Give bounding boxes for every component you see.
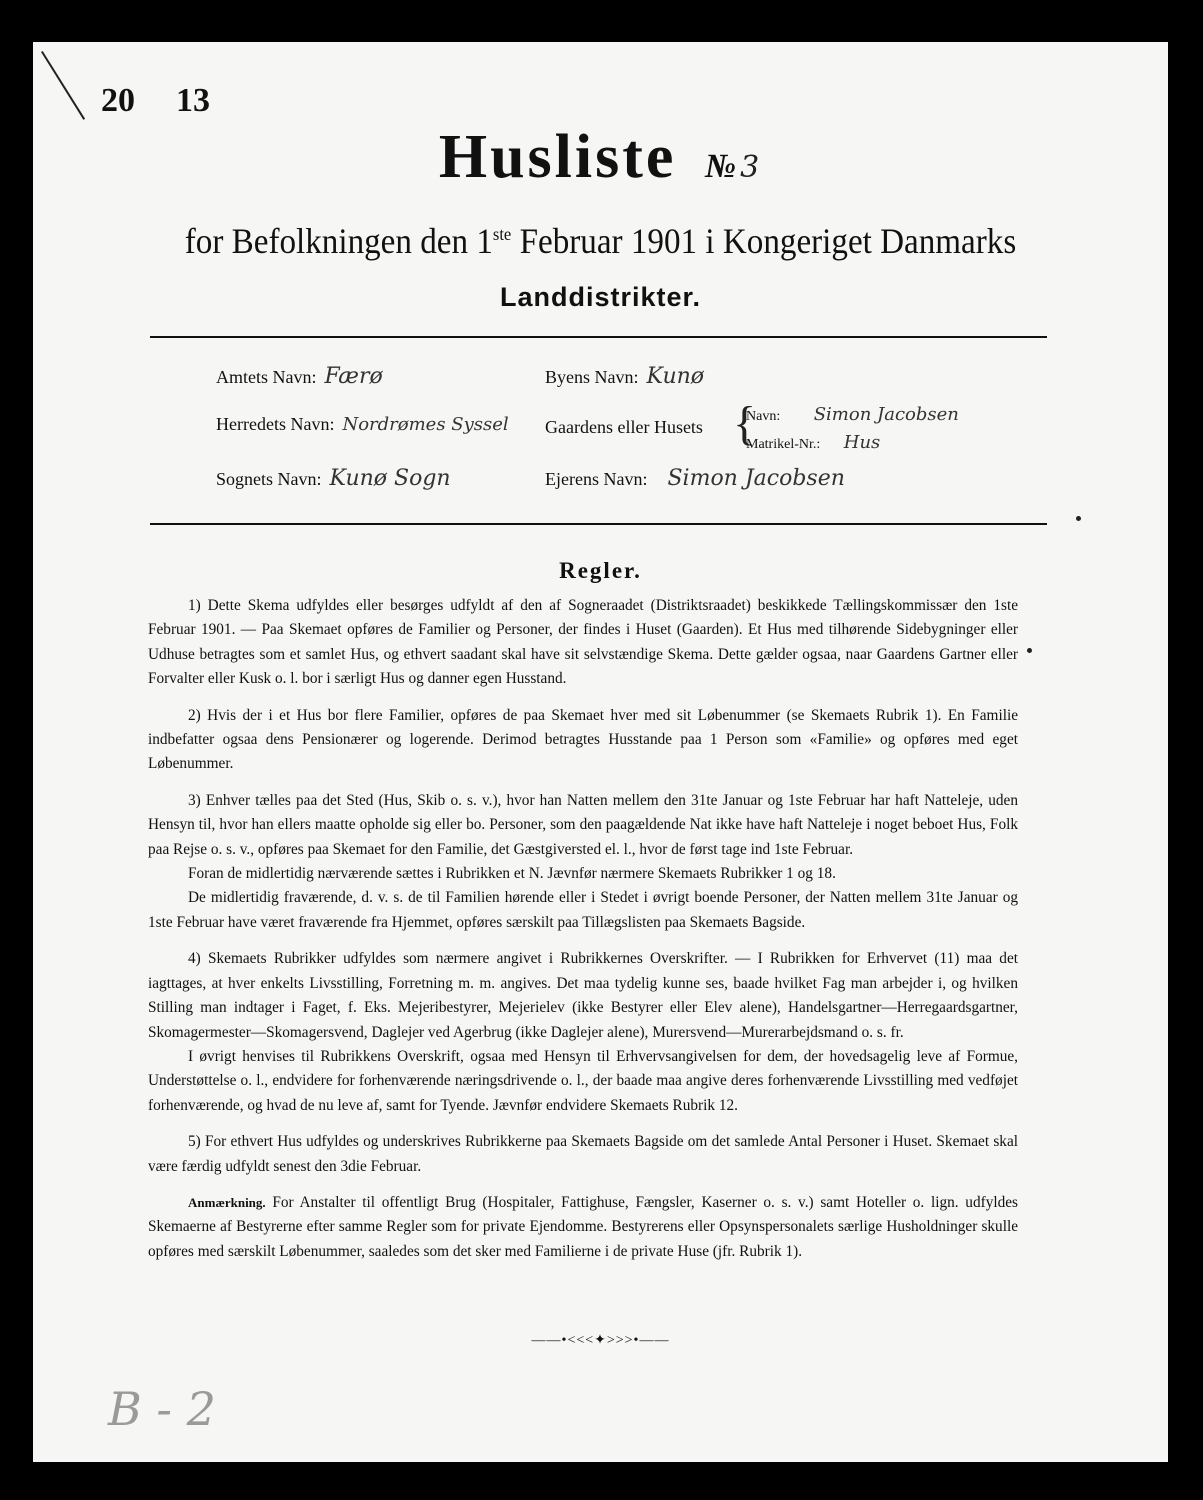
amt-label: Amtets Navn: [216,367,317,387]
ejer-label: Ejerens Navn: [545,469,648,489]
herred-field [216,414,509,435]
title-text: Husliste [438,123,677,191]
matrikel-field [746,432,880,453]
speck [1027,648,1032,653]
matrikel-label: Matrikel-Nr.: [746,437,821,452]
rules-heading: Regler. [559,558,642,583]
edge-mark [41,51,85,120]
amt-field [216,364,383,389]
form-subtitle [78,220,1122,262]
reference-number-a: 20 [101,82,135,119]
number-label: № [704,148,737,185]
rule-3b: Foran de midlertidig nærværende sættes i Rubrikken et N. Jævnfør nærmere Skemaets Rubrikker 1 og 18. [188,865,836,883]
number-value: 3 [740,150,763,185]
district-heading: Landdistrikter. [499,282,702,312]
rule-3a: 3) Enhver tælles paa det Sted (Hus, Skib o. s. v.), hvor han Natten mellem den 31te Januar og 1ste Februar har haft Natteleje, uden Hensyn til, hvor han ellers maatte opholde sig eller bo. Personer, som den paagældende Nat ikke have haft Natteleje i noget beboet Hus, Folk paa Rejse o. s. v., opføres paa Skemaet for den Familie, det Gæstgiversted el. l., hvor de først tage ind 1ste Februar. [148,791,1018,858]
by-value: Kunø [646,364,705,389]
ornament-divider: ——•<<<✦>>>•—— [531,1333,670,1348]
navn-field [746,404,959,425]
gaard-label: Gaardens eller Husets [545,417,703,437]
pencil-mark: B - 2 [108,1382,216,1436]
rule-5: 5) For ethvert Hus udfyldes og underskrives Rubrikkerne paa Skemaets Bagside om det samlede Antal Personer i Huset. Skemaet skal være færdig udfyldt senest den 3die Februar. [148,1133,1018,1175]
matrikel-value: Hus [843,432,881,453]
navn-value: Simon Jacobsen [813,404,959,425]
by-label: Byens Navn: [545,367,639,387]
rule-2: 2) Hvis der i et Hus bor flere Familier, opføres de paa Skemaet hver med sit Løbenummer (se Skemaets Rubrik 1). En Familie indbefatter ogsaa dens Pensionærer og logerende. Derimod betragtes Husstande paa 1 Person som «Familie» og opføres med eget Løbenummer. [148,706,1018,773]
census-form-sheet [33,42,1168,1462]
divider-top [150,336,1047,338]
note [148,1191,1018,1264]
speck [1076,516,1081,521]
reference-number-b: 13 [176,82,210,119]
herred-value: Nordrømes Syssel [342,414,509,435]
subtitle-sup: ste [492,224,512,244]
rule-4b: I øvrigt henvises til Rubrikkens Overskrift, ogsaa med Hensyn til Erhvervsangivelsen for dem, der hovedsagelig leve af Formue, Understøttelse o. l., endvidere for forhenværende næringsdrivende o. l., der baade maa angive deres forhenværende Livsstilling med vedføjet forhenværende, og hvad de nu leve af, samt for Tyende. Jævnfør endvidere Skemaets Rubrik 12. [148,1047,1018,1114]
subtitle-pre: for Befolkningen den 1 [184,221,493,261]
ejer-value: Simon Jacobsen [667,466,845,491]
rules-body [148,594,1018,1276]
note-text: For Anstalter til offentligt Brug (Hospitaler, Fattighuse, Fængsler, Kaserner o. s. v.) samt Hoteller o. lign. udfyldes Skemaerne af Bestyrerne efter samme Regler som for private Ejendomme. Bestyrerens eller Opsynspersonalets særlige Husholdninger skulle opføres med særskilt Løbenummer, saaledes som det sker med Familierne i de private Huse (jfr. Rubrik 1). [148,1193,1018,1260]
amt-value: Færø [324,364,383,389]
by-field [545,364,704,389]
rule-1: 1) Dette Skema udfyldes eller besørges udfyldt af den af Sogneraadet (Distriktsraadet) beskikkede Tællingskommissær den 1ste Februar 1901. — Paa Skemaet opføres de Familier og Personer, der findes i Huset (Gaarden). Et Hus med tilhørende Sidebygninger eller Udhuse betragtes som et samlet Hus, og ethvert saadant skal have sit selvstændige Skema. Dette gælder ogsaa, naar Gaardens Gartner eller Forvalter eller Kusk o. l. bor i særligt Hus og danner egen Husstand. [148,597,1018,688]
sogn-value: Kunø Sogn [329,466,451,491]
sogn-field [216,466,451,491]
note-label: Anmærkning. [188,1194,266,1210]
rule-4a: 4) Skemaets Rubrikker udfyldes som nærmere angivet i Rubrikkernes Overskrifter. — I Rubrikken for Erhvervet (11) maa det iagttages, at hver enkelts Livsstilling, Forretning m. m. angives. Det maa tydelig kunne ses, baade hvilket Fag man arbejder i, og hvilken Stilling man indtager i Faget, f. Eks. Mejeribestyrer, Mejerielev (ikke Bestyrer eller Elev alene), Handelsgartner—Herregaardsgartner, Skomagermester—Skomagersvend, Daglejer ved Agerbrug (ikke Daglejer alene), Murersvend—Murerarbejdsmand o. s. fr. [148,950,1018,1041]
divider-bottom [150,523,1047,525]
rule-3c: De midlertidig fraværende, d. v. s. de til Familien hørende eller i Stedet i øvrigt boende Personer, der Natten mellem 31te Januar og 1ste Februar have været fraværende fra Hjemmet, opføres særskilt paa Tillægslisten paa Skemaets Bagside. [148,889,1018,931]
herred-label: Herredets Navn: [216,414,335,434]
ejer-field [545,466,845,491]
gaard-field [545,417,703,438]
subtitle-post: Februar 1901 i Kongeriget Danmarks [511,221,1017,261]
sogn-label: Sognets Navn: [216,469,322,489]
navn-label: Navn: [746,409,781,424]
brace-symbol: { [733,397,757,450]
form-title [33,122,1168,193]
